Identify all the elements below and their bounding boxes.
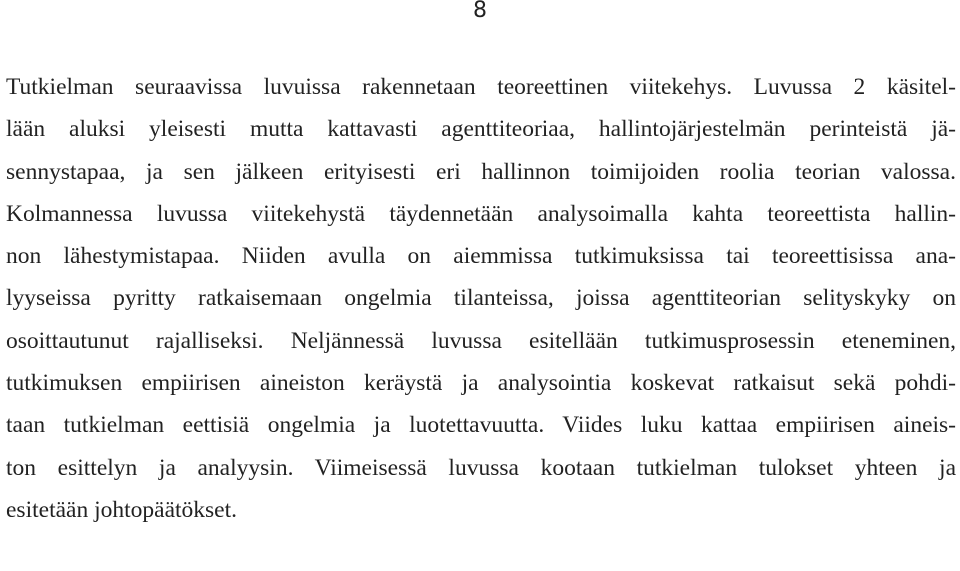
paragraph-line: non lähestymistapaa. Niiden avulla on aiemmissa tutkimuksissa tai teoreettisissa ana- bbox=[6, 243, 956, 270]
paragraph-line: osoittautunut rajalliseksi. Neljännessä luvussa esitellään tutkimusprosessin eteneminen, bbox=[6, 327, 956, 354]
page-number: 8 bbox=[473, 0, 487, 23]
paragraph-line: tutkimuksen empiirisen aineiston keräystä ja analysointia koskevat ratkaisut sekä pohdi- bbox=[6, 370, 956, 397]
paragraph-line: Tutkielman seuraavissa luvuissa rakennetaan teoreettinen viitekehys. Luvussa 2 käsitel- bbox=[6, 74, 956, 100]
paragraph-line: taan tutkielman eettisiä ongelmia ja luotettavuutta. Viides luku kattaa empiirisen aineis- bbox=[6, 412, 956, 439]
paragraph-line: ton esittelyn ja analyysin. Viimeisessä luvussa kootaan tutkielman tulokset yhteen ja bbox=[6, 454, 956, 481]
paragraph-line: Kolmannessa luvussa viitekehystä täydennetään analysoimalla kahta teoreettista hallin- bbox=[6, 200, 956, 227]
paragraph-line: esitetään johtopäätökset. bbox=[6, 496, 238, 523]
body-paragraph bbox=[6, 66, 956, 531]
paragraph-line: lyyseissa pyritty ratkaisemaan ongelmia tilanteissa, joissa agenttiteorian selityskyky on bbox=[6, 285, 956, 312]
paragraph-line: sennystapaa, ja sen jälkeen erityisesti eri hallinnon toimijoiden roolia teorian valossa. bbox=[6, 158, 956, 185]
paragraph-line: lään aluksi yleisesti mutta kattavasti agenttiteoriaa, hallintojärjestelmän perinteistä jä- bbox=[6, 116, 956, 143]
